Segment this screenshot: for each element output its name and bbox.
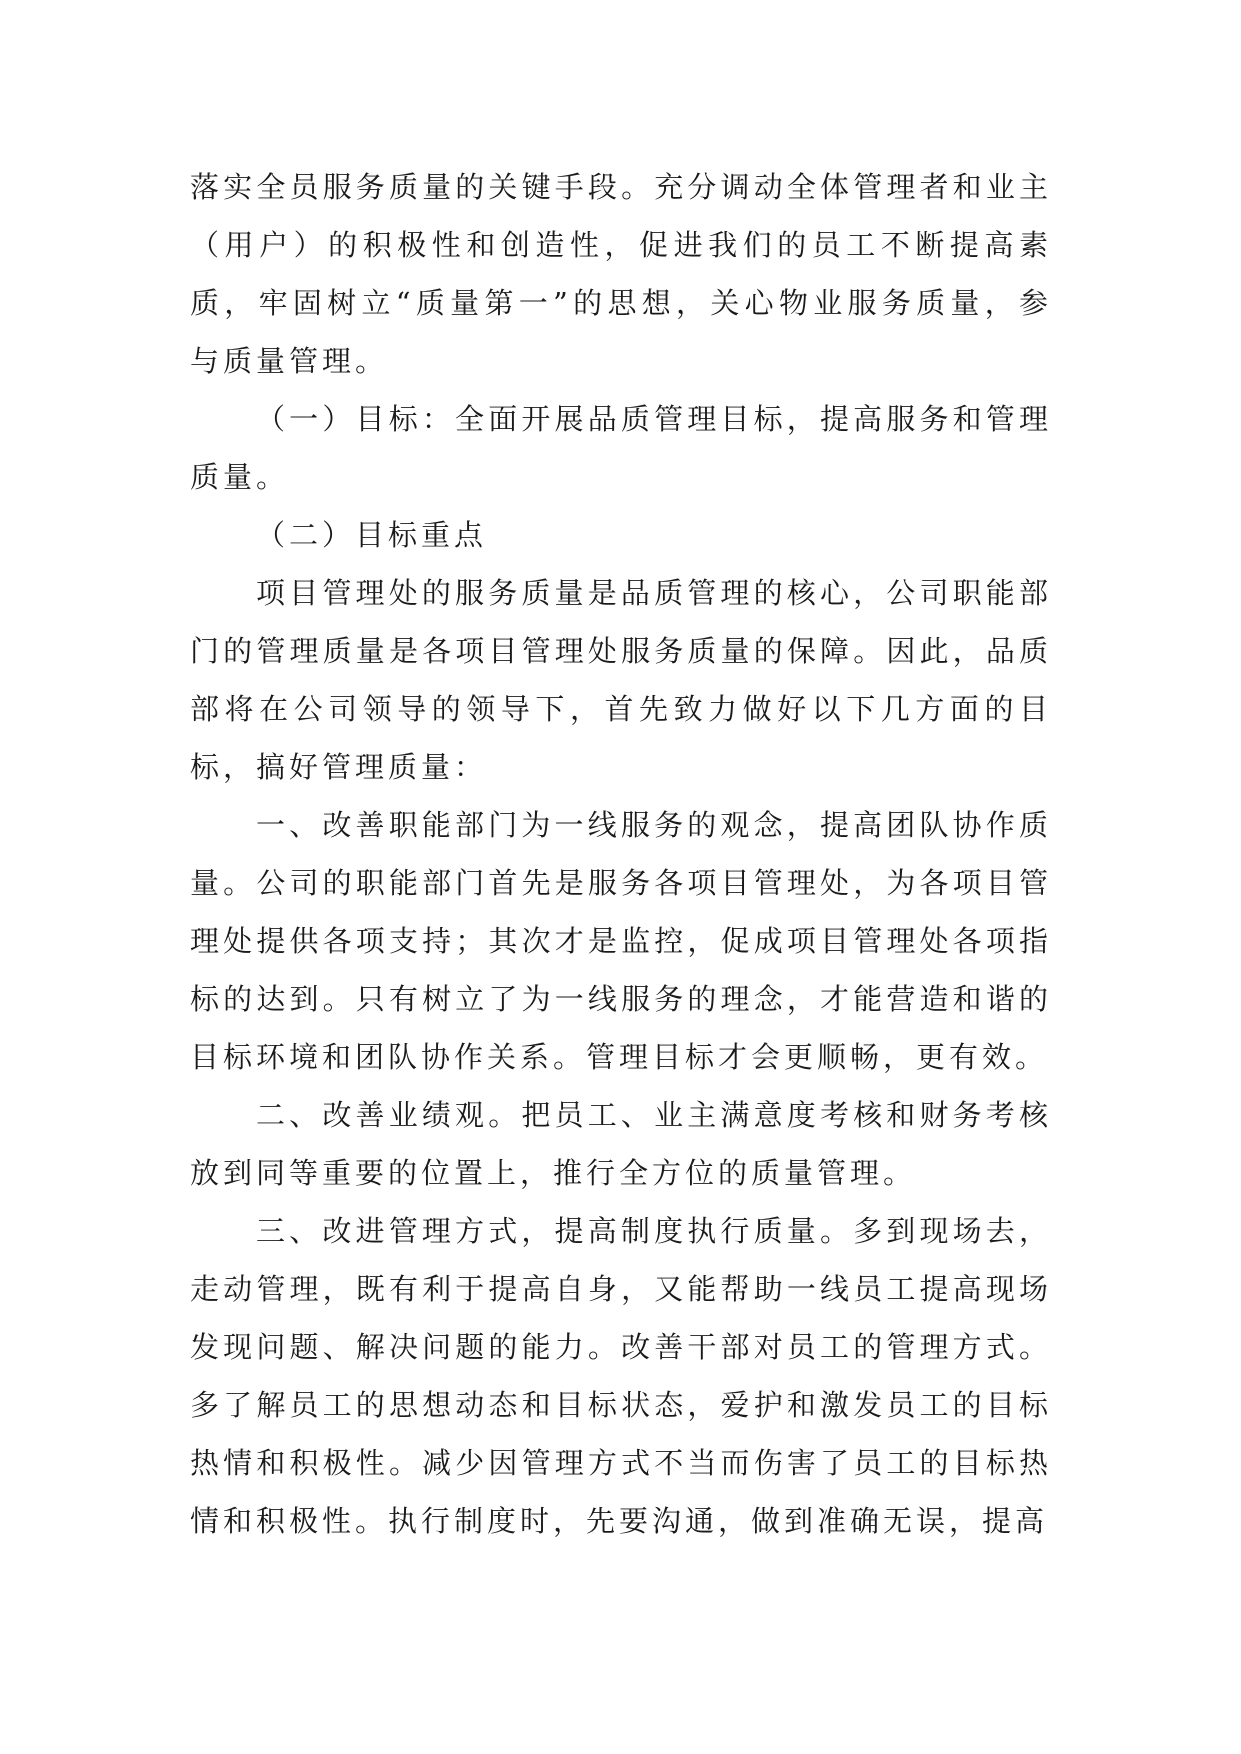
paragraph-objective: （一）目标：全面开展品质管理目标，提高服务和管理质量。 — [190, 402, 1052, 494]
paragraph-key-points-heading: （二）目标重点 — [256, 518, 488, 552]
paragraph-item-one: 一、改善职能部门为一线服务的观念，提高团队协作质量。公司的职能部门首先是服务各项目管理处，为各项目管理处提供各项支持；其次才是监控，促成项目管理处各项指标的达到。只有树立了为一线服务的理念，才能营造和谐的目标环境和团队协作关系。管理目标才会更顺畅，更有效。 — [190, 808, 1052, 1074]
paragraph-item-three: 三、改进管理方式，提高制度执行质量。多到现场去，走动管理，既有利于提高自身，又能帮助一线员工提高现场发现问题、解决问题的能力。改善干部对员工的管理方式。多了解员工的思想动态和目标状态，爱护和激发员工的目标热情和积极性。减少因管理方式不当而伤害了员工的目标热情和积极性。执行制度时，先要沟通，做到准确无误，提高 — [190, 1214, 1052, 1538]
paragraph-item-two: 二、改善业绩观。把员工、业主满意度考核和财务考核放到同等重要的位置上，推行全方位的质量管理。 — [190, 1098, 1052, 1190]
paragraph-key-points: 项目管理处的服务质量是品质管理的核心，公司职能部门的管理质量是各项目管理处服务质量的保障。因此，品质部将在公司领导的领导下，首先致力做好以下几方面的目标，搞好管理质量： — [190, 576, 1052, 784]
paragraph-intro: 落实全员服务质量的关键手段。充分调动全体管理者和业主（用户）的积极性和创造性，促进我们的员工不断提高素质，牢固树立“质量第一”的思想，关心物业服务质量，参与质量管理。 — [190, 170, 1052, 378]
document-body — [190, 158, 1052, 1550]
